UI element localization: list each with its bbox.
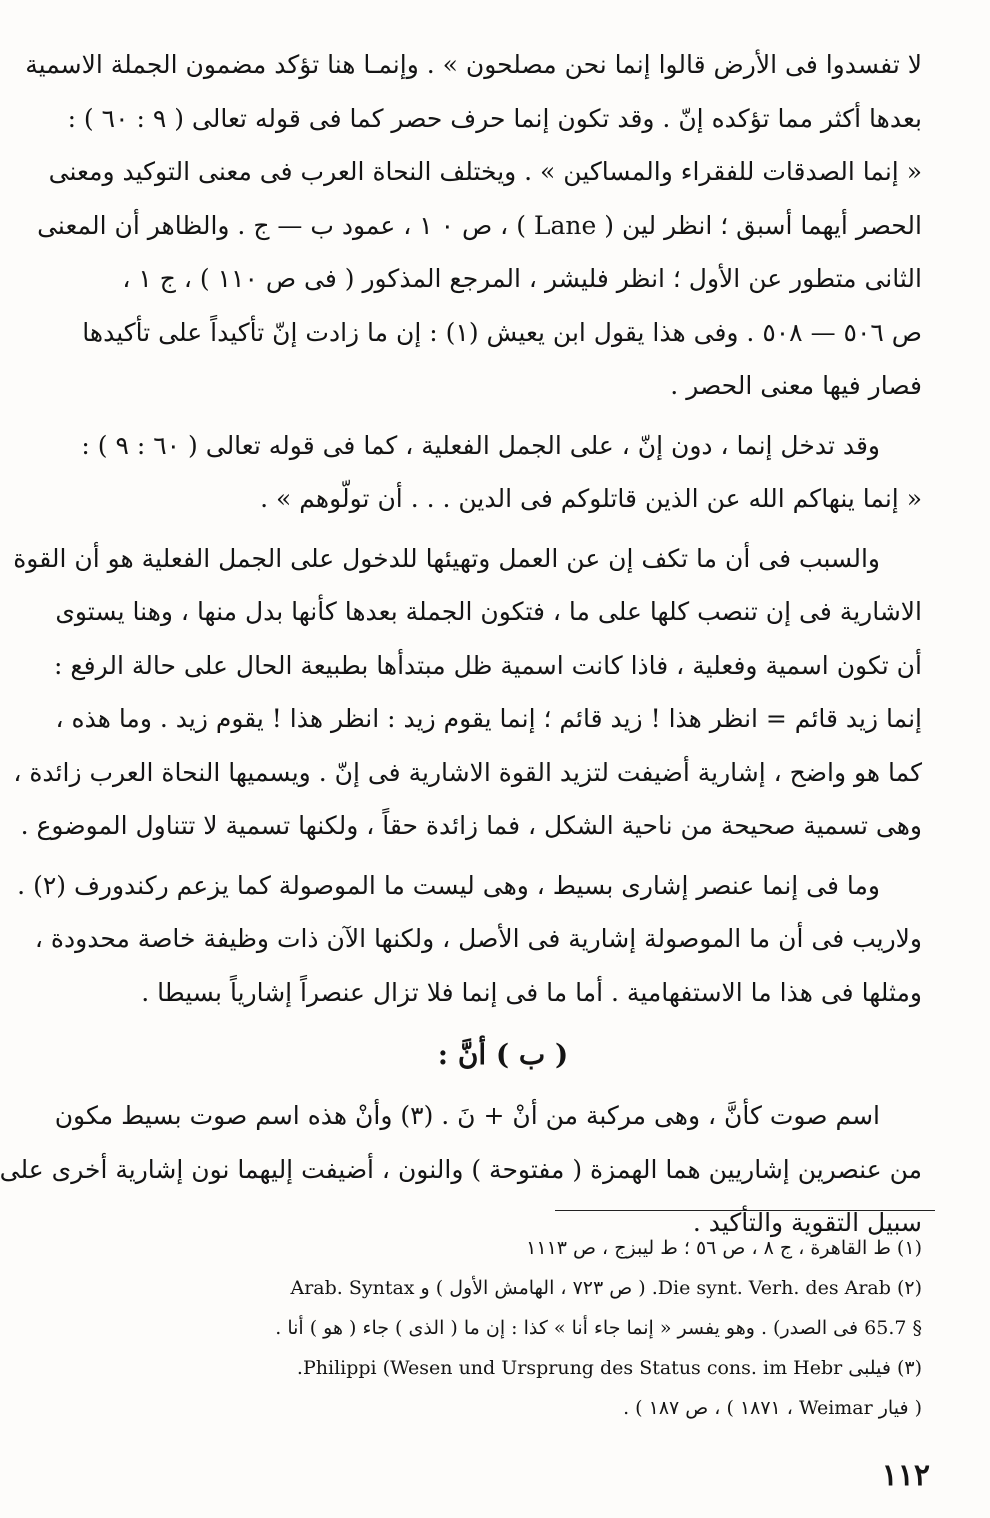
footnote-3: (٣) فيلبى Philippi (Wesen und Ursprung des Status cons. im Hebr. bbox=[296, 1357, 922, 1379]
paragraph-3 bbox=[13, 532, 922, 853]
text-line: بعدها أكثر مما تؤكده إنّ . وقد تكون إنما حرف حصر كما فى قوله تعالى ( ٩ : ٦٠ ) : bbox=[67, 103, 922, 133]
section-heading: ( ب ) أنَّ : bbox=[437, 1038, 569, 1071]
text-line: سبيل التقوية والتأكيد . bbox=[692, 1208, 922, 1237]
text-line: إنما زيد قائم = انظر هذا ! زيد قائم ؛ إنما يقوم زيد : انظر هذا ! يقوم زيد . وما هذه ، bbox=[55, 704, 922, 733]
text-line: وما فى إنما عنصر إشارى بسيط ، وهى ليست ما الموصولة كما يزعم ركندورف (٢) . bbox=[17, 870, 880, 900]
text-line: من عنصرين إشاريين هما الهمزة ( مفتوحة ) والنون ، أضيفت إليهما نون إشارية أخرى على bbox=[0, 1154, 922, 1184]
page-number: ١١٢ bbox=[881, 1458, 930, 1493]
paragraph-5 bbox=[0, 1089, 922, 1250]
text-line: ولاريب فى أن ما الموصولة إشارية فى الأصل ، ولكنها الآن ذات وظيفة خاصة محدودة ، bbox=[34, 924, 922, 953]
footnote-1: (١) ط القاهرة ، ج ٨ ، ص ٥٦ ؛ ط ليبزج ، ص ١١١٣ bbox=[526, 1237, 922, 1259]
footnote-divider bbox=[555, 1210, 935, 1211]
footnote-2: (٢) Die synt. Verh. des Arab. ( ص ٧٢٣ ، الهامش الأول ) و Arab. Syntax bbox=[290, 1277, 922, 1299]
text-line: وقد تدخل إنما ، دون إنّ ، على الجمل الفعلية ، كما فى قوله تعالى ( ٦٠ : ٩ ) : bbox=[81, 430, 880, 460]
text-line: والسبب فى أن ما تكف إن عن العمل وتهيئها للدخول على الجمل الفعلية هو أن القوة bbox=[13, 543, 880, 573]
text-line: ومثلها فى هذا ما الاستفهامية . أما ما فى إنما فلا تزال عنصراً إشارياً بسيطا . bbox=[141, 977, 922, 1007]
text-line: الاشارية فى إن تنصب كلها على ما ، فتكون الجملة بعدها كأنها بدل منها ، وهنا يستوى bbox=[55, 597, 922, 626]
text-line: فصار فيها معنى الحصر . bbox=[670, 371, 922, 400]
paragraph-1 bbox=[25, 38, 922, 413]
text-line: أن تكون اسمية وفعلية ، فاذا كانت اسمية ظل مبتدأها بطبيعة الحال على حالة الرفع : bbox=[53, 650, 922, 680]
text-line: اسم صوت كأنَّ ، وهى مركبة من أنْ + نَ . (٣) وأنْ هذه اسم صوت بسيط مكون bbox=[54, 1101, 880, 1130]
text-line: ص ٥٠٦ — ٥٠٨ . وفى هذا يقول ابن يعيش (١) : إن ما زادت إنّ تأكيداً على تأكيدها bbox=[82, 317, 922, 347]
footnote-2-continued: § 65.7 فى الصدر) . وهو يفسر « إنما جاء أنا » كذا : إن ما ( الذى ) جاء ( هو ) أنا . bbox=[275, 1317, 922, 1339]
text-line: « إنما ينهاكم الله عن الذين قاتلوكم فى الدين . . . أن تولّوهم » . bbox=[260, 484, 922, 513]
text-line: وهى تسمية صحيحة من ناحية الشكل ، فما زائدة حقاً ، ولكنها تسمية لا تتناول الموضوع . bbox=[20, 811, 922, 840]
main-text bbox=[0, 38, 922, 1256]
paragraph-2 bbox=[81, 419, 922, 526]
text-line: « إنما الصدقات للفقراء والمساكين » . ويختلف النحاة العرب فى معنى التوكيد ومعنى bbox=[48, 157, 922, 186]
text-line: لا تفسدوا فى الأرض قالوا إنما نحن مصلحون » . وإنمـا هنا تؤكد مضمون الجملة الاسمية bbox=[25, 50, 922, 79]
footnote-3-continued: ( فيار Weimar ، ١٨٧١ ) ، ص ١٨٧ ) . bbox=[623, 1397, 922, 1419]
text-line: الثانى متطور عن الأول ؛ انظر فليشر ، المرجع المذكور ( فى ص ١١٠ ) ، ج ١ ، bbox=[122, 264, 922, 293]
text-line: الحصر أيهما أسبق ؛ انظر لين ( Lane ) ، ص ٠ ١ ، عمود ب — ج . والظاهر أن المعنى bbox=[37, 210, 922, 240]
footnotes bbox=[84, 1228, 922, 1428]
text-line: كما هو واضح ، إشارية أضيفت لتزيد القوة الاشارية فى إنّ . ويسميها النحاة العرب زائدة ، bbox=[13, 757, 922, 787]
paragraph-4 bbox=[17, 859, 922, 1020]
